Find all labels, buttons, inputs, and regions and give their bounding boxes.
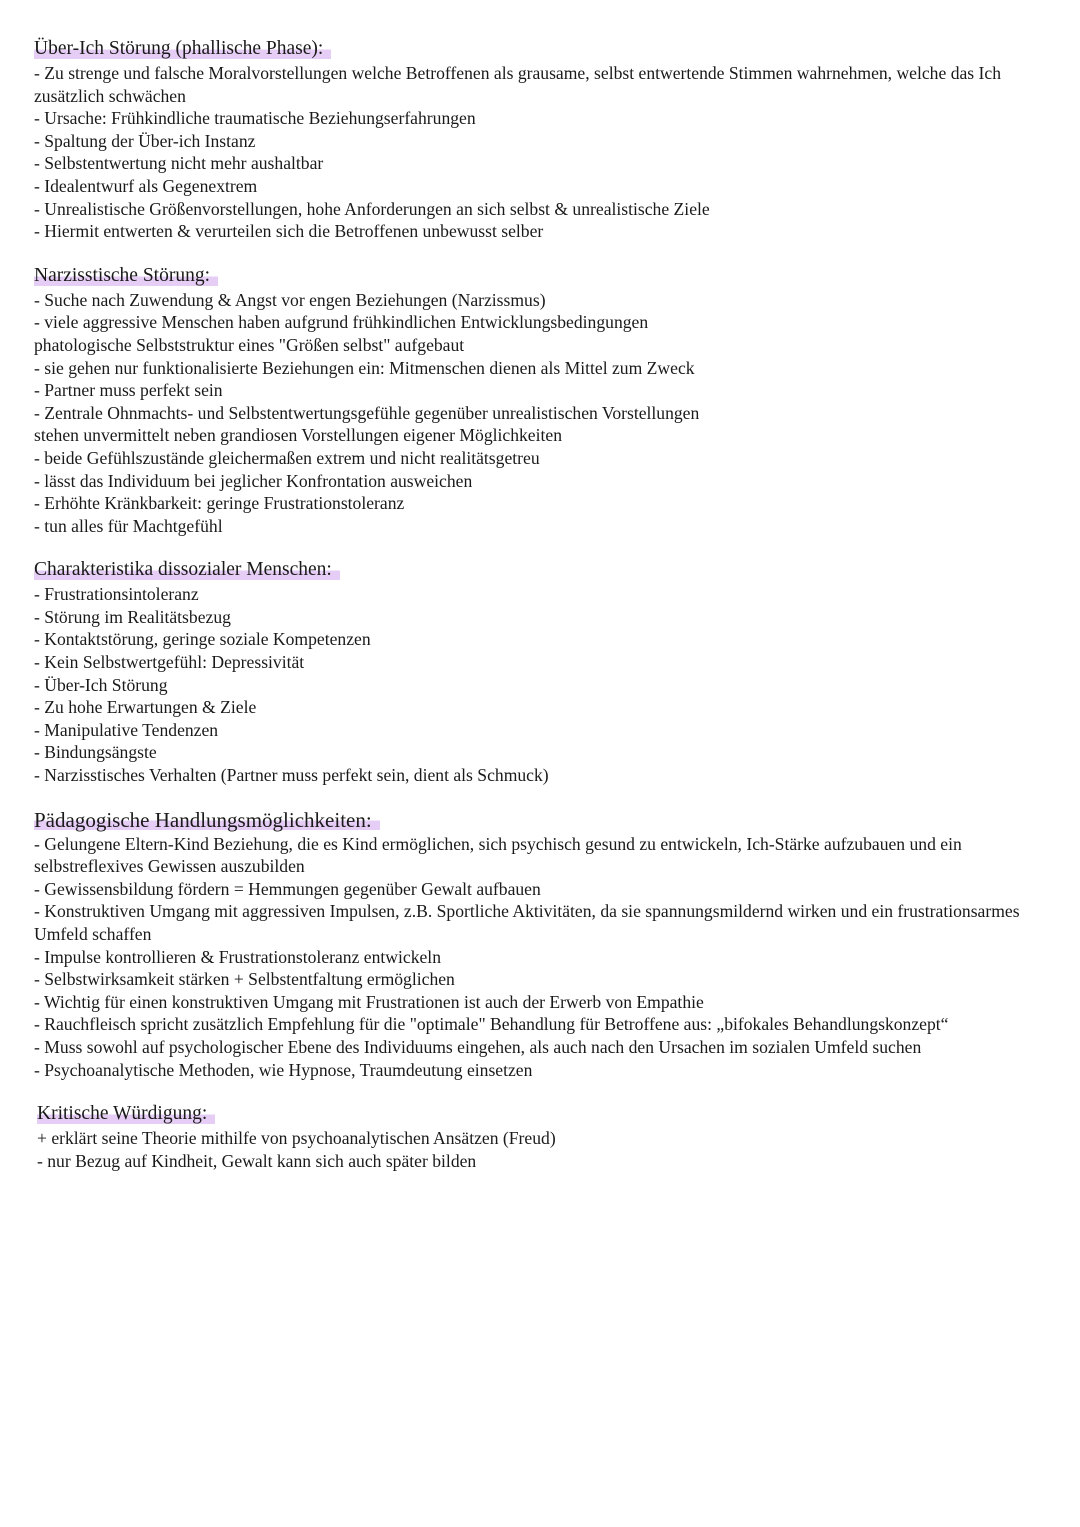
list-item: - Bindungsängste (34, 742, 157, 763)
list-item: - Partner muss perfekt sein (34, 380, 223, 401)
list-item: - Erhöhte Kränkbarkeit: geringe Frustrationstoleranz (34, 493, 405, 514)
list-item: - Hiermit entwerten & verurteilen sich die Betroffenen unbewusst selber (34, 221, 544, 242)
section-heading: Über-Ich Störung (phallische Phase): (34, 36, 331, 62)
list-item: - lässt das Individuum bei jeglicher Konfrontation ausweichen (34, 470, 473, 491)
list-item: - Muss sowohl auf psychologischer Ebene des Individuums eingehen, als auch nach den Ursachen im sozialen Umfeld suchen (34, 1036, 922, 1057)
section-paedagogische-handlungsmoeglichkeiten (34, 807, 1054, 1082)
bullet-list (37, 1127, 1054, 1172)
list-item: - Gewissensbildung fördern = Hemmungen gegenüber Gewalt aufbauen (34, 878, 541, 899)
list-item: - Konstruktiven Umgang mit aggressiven Impulsen, z.B. Sportliche Aktivitäten, da sie spannungsmildernd wirken und ein frustrationsarmes Umfeld schaffen (34, 901, 1020, 944)
list-item: - Suche nach Zuwendung & Angst vor engen Beziehungen (Narzissmus) (34, 289, 546, 310)
section-heading: Narzisstische Störung: (34, 263, 218, 289)
list-item: - Störung im Realitätsbezug (34, 606, 231, 627)
list-item: - Zentrale Ohnmachts- und Selbstentwertungsgefühle gegenüber unrealistischen Vorstellungen (34, 402, 700, 423)
list-item: - Zu strenge und falsche Moralvorstellungen welche Betroffenen als grausame, selbst entwertende Stimmen wahrnehmen, welche das Ich zusätzlich schwächen (34, 63, 1002, 106)
notes-page (34, 36, 1054, 1192)
section-ueber-ich-stoerung (34, 36, 1054, 243)
list-item: - Kontaktstörung, geringe soziale Kompetenzen (34, 629, 371, 650)
list-item: - Psychoanalytische Methoden, wie Hypnose, Traumdeutung einsetzen (34, 1059, 533, 1080)
list-item: - Unrealistische Größenvorstellungen, hohe Anforderungen an sich selbst & unrealistische Ziele (34, 198, 710, 219)
bullet-list (34, 289, 1054, 538)
section-charakteristika (34, 557, 1054, 786)
section-heading: Pädagogische Handlungsmöglichkeiten: (34, 807, 380, 833)
list-item: - Zu hohe Erwartungen & Ziele (34, 697, 257, 718)
list-item: - Über-Ich Störung (34, 674, 168, 695)
section-kritische-wuerdigung (34, 1101, 1054, 1172)
list-item: - Selbstentwertung nicht mehr aushaltbar (34, 153, 324, 174)
list-item: phatologische Selbststruktur eines "Größen selbst" aufgebaut (34, 334, 465, 355)
list-item: - Gelungene Eltern-Kind Beziehung, die es Kind ermöglichen, sich psychisch gesund zu entwickeln, Ich-Stärke aufzubauen und ein selbstreflexives Gewissen auszubilden (34, 833, 962, 877)
list-item: - Selbstwirksamkeit stärken + Selbstentfaltung ermöglichen (34, 969, 455, 990)
list-item: - Narzisstisches Verhalten (Partner muss perfekt sein, dient als Schmuck) (34, 765, 549, 786)
section-heading: Kritische Würdigung: (37, 1101, 215, 1127)
bullet-list (34, 62, 1054, 243)
list-item: - Ursache: Frühkindliche traumatische Beziehungserfahrungen (34, 108, 476, 129)
list-item: - tun alles für Machtgefühl (34, 515, 223, 536)
list-item: - sie gehen nur funktionalisierte Beziehungen ein: Mitmenschen dienen als Mittel zum Zweck (34, 357, 695, 378)
list-item: - viele aggressive Menschen haben aufgrund frühkindlichen Entwicklungsbedingungen (34, 312, 649, 333)
list-item: - Kein Selbstwertgefühl: Depressivität (34, 652, 305, 673)
list-item: - nur Bezug auf Kindheit, Gewalt kann sich auch später bilden (37, 1150, 477, 1171)
list-item: - Impulse kontrollieren & Frustrationstoleranz entwickeln (34, 946, 441, 967)
section-narzisstische-stoerung (34, 263, 1054, 538)
list-item: + erklärt seine Theorie mithilfe von psychoanalytischen Ansätzen (Freud) (37, 1128, 556, 1149)
list-item: - Idealentwurf als Gegenextrem (34, 175, 258, 196)
list-item: - Frustrationsintoleranz (34, 584, 199, 605)
bullet-list (34, 583, 1054, 786)
bullet-list (34, 833, 1054, 1082)
section-heading: Charakteristika dissozialer Menschen: (34, 557, 340, 583)
list-item: stehen unvermittelt neben grandiosen Vorstellungen eigener Möglichkeiten (34, 425, 563, 446)
list-item: - Rauchfleisch spricht zusätzlich Empfehlung für die "optimale" Behandlung für Betroffene aus: „bifokales Behandlungskonzept“ (34, 1014, 949, 1035)
list-item: - beide Gefühlszustände gleichermaßen extrem und nicht realitätsgetreu (34, 447, 540, 468)
list-item: - Wichtig für einen konstruktiven Umgang mit Frustrationen ist auch der Erwerb von Empathie (34, 991, 704, 1012)
list-item: - Spaltung der Über-ich Instanz (34, 130, 256, 151)
list-item: - Manipulative Tendenzen (34, 719, 219, 740)
